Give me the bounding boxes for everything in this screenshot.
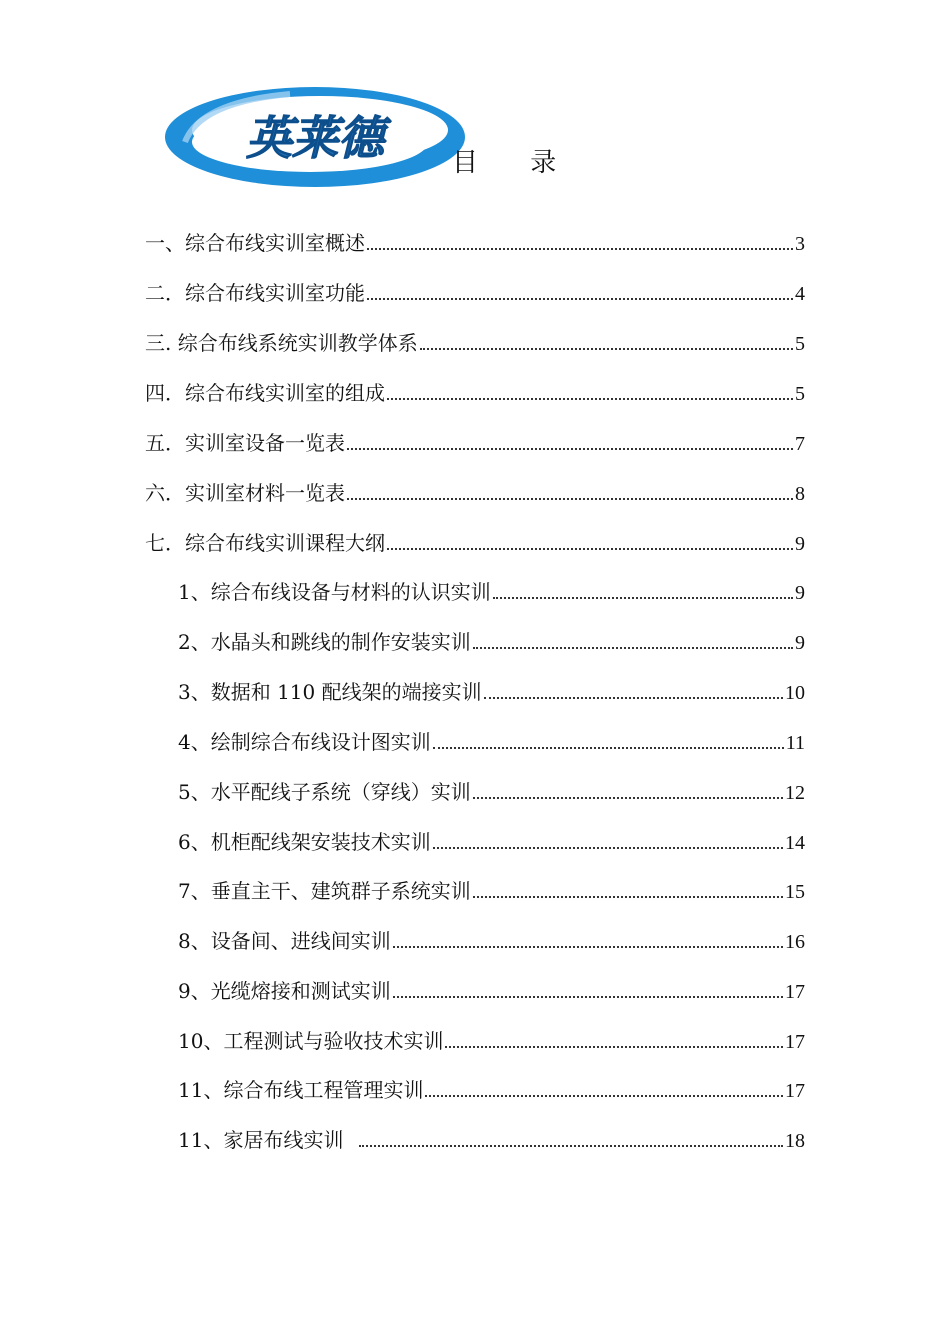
toc-entry[interactable] [178, 677, 805, 707]
toc-leader-dots [493, 597, 793, 599]
toc-entry-page: 17 [785, 1080, 805, 1102]
toc-entry-page: 3 [795, 233, 805, 255]
toc-entry-label: 一、综合布线实训室概述 [145, 231, 365, 255]
toc-leader-dots [425, 1095, 783, 1097]
toc-leader-dots [367, 248, 793, 250]
toc-leader-dots [433, 747, 784, 749]
toc-entry[interactable] [145, 278, 805, 308]
toc-entry-label: 9、光缆熔接和测试实训 [178, 979, 391, 1003]
toc-entry[interactable] [178, 627, 805, 657]
toc-entry-label: 三. 综合布线系统实训教学体系 [145, 331, 418, 355]
toc-entry-label: 7、垂直主干、建筑群子系统实训 [178, 879, 471, 903]
toc-entry[interactable] [178, 926, 805, 956]
toc-entry-page: 9 [795, 582, 805, 604]
toc-entry-label: 11、家居布线实训 [178, 1128, 344, 1152]
toc-leader-dots [420, 348, 793, 350]
toc-entry-page: 5 [795, 383, 805, 405]
toc-entry-page: 17 [785, 981, 805, 1003]
toc-entry[interactable] [145, 478, 805, 508]
toc-entry-page: 18 [785, 1130, 805, 1152]
toc-leader-dots [473, 896, 783, 898]
toc-entry-page: 4 [795, 283, 805, 305]
toc-entry-page: 11 [785, 732, 805, 754]
toc-entry[interactable] [178, 1026, 805, 1056]
toc-entry[interactable] [178, 1125, 805, 1155]
toc-entry-label: 七．综合布线实训课程大纲 [145, 531, 385, 555]
toc-leader-dots [347, 448, 793, 450]
toc-entry-page: 14 [785, 832, 805, 854]
toc-entry-page: 16 [785, 931, 805, 953]
logo-text: 英莱德 [246, 111, 384, 165]
toc-entry-page: 8 [795, 483, 805, 505]
toc-entry-page: 7 [795, 433, 805, 455]
toc-entry[interactable] [178, 876, 805, 906]
toc-entry-label: 5、水平配线子系统（穿线）实训 [178, 780, 471, 804]
toc-leader-dots [473, 647, 793, 649]
toc-leader-dots [393, 946, 783, 948]
toc-entry-label: 10、工程测试与验收技术实训 [178, 1029, 444, 1053]
toc-leader-dots [393, 996, 783, 998]
toc-entry-label: 五．实训室设备一览表 [145, 431, 345, 455]
toc-entry-label: 6、机柜配线架安装技术实训 [178, 830, 431, 854]
toc-entry-label: 8、设备间、进线间实训 [178, 929, 391, 953]
toc-entry-page: 17 [785, 1031, 805, 1053]
toc-leader-dots [387, 548, 793, 550]
toc-entry[interactable] [178, 777, 805, 807]
toc-entry-label: 二．综合布线实训室功能 [145, 281, 365, 305]
toc-leader-dots [347, 498, 793, 500]
toc-leader-dots [473, 797, 783, 799]
toc-entry-label: 2、水晶头和跳线的制作安装实训 [178, 630, 471, 654]
toc-entry[interactable] [145, 328, 805, 358]
toc-leader-dots [359, 1145, 783, 1147]
toc-leader-dots [387, 398, 793, 400]
toc-leader-dots [367, 298, 793, 300]
company-logo [160, 82, 470, 192]
toc-entry[interactable] [145, 428, 805, 458]
toc-leader-dots [433, 847, 783, 849]
toc-entry-page: 9 [795, 632, 805, 654]
toc-entry[interactable] [145, 528, 805, 558]
toc-entry-label: 4、绘制综合布线设计图实训 [178, 730, 431, 754]
toc-entry-label: 3、数据和 110 配线架的端接实训 [178, 680, 482, 704]
toc-entry[interactable] [145, 228, 805, 258]
toc-entry-page: 10 [785, 682, 805, 704]
toc-entry[interactable] [145, 378, 805, 408]
toc-entry-page: 15 [785, 881, 805, 903]
toc-entry-label: 1、综合布线设备与材料的认识实训 [178, 580, 491, 604]
toc-entry[interactable] [178, 827, 805, 857]
toc-leader-dots [484, 697, 783, 699]
toc-entry[interactable] [178, 1075, 805, 1105]
toc-entry-page: 9 [795, 533, 805, 555]
toc-entry[interactable] [178, 976, 805, 1006]
toc-entry[interactable] [178, 727, 805, 757]
toc-leader-dots [445, 1046, 783, 1048]
toc-entry-page: 12 [785, 782, 805, 804]
toc-entry[interactable] [178, 577, 805, 607]
toc-title: 目 录 [452, 148, 579, 178]
toc-entry-label: 四．综合布线实训室的组成 [145, 381, 385, 405]
toc-entry-label: 六．实训室材料一览表 [145, 481, 345, 505]
toc-entry-label: 11、综合布线工程管理实训 [178, 1078, 424, 1102]
toc-entry-page: 5 [795, 333, 805, 355]
